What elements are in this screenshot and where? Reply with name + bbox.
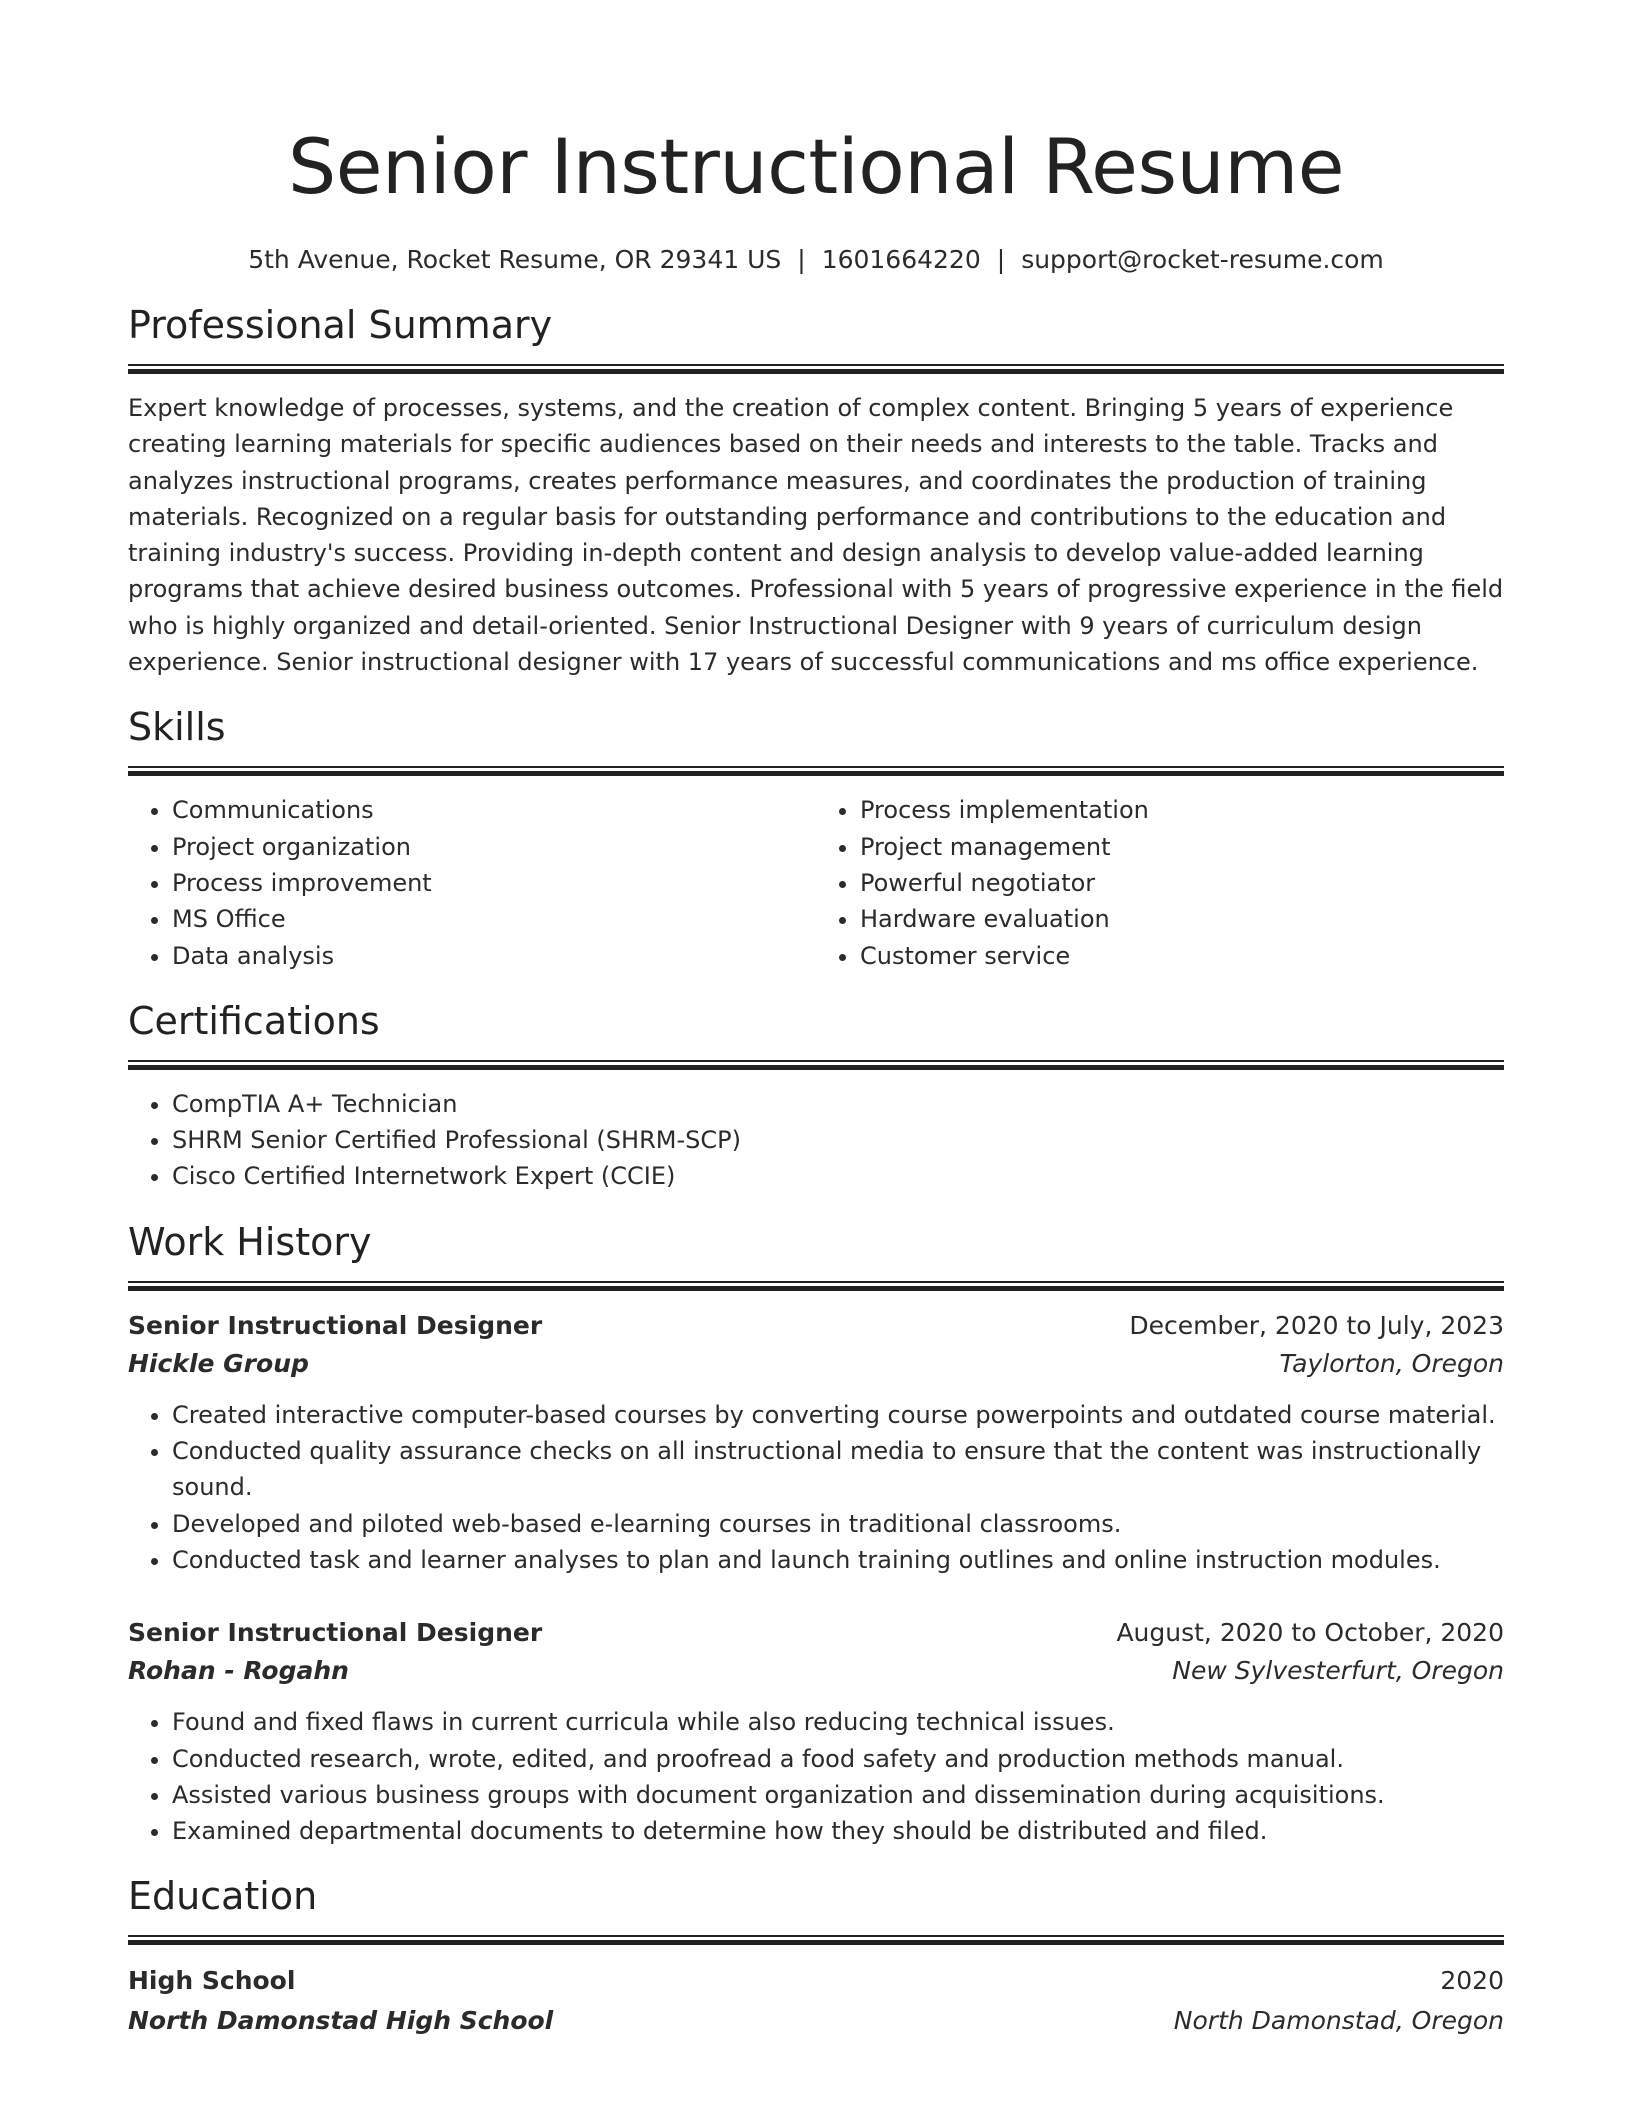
job-title: Senior Instructional Designer [128, 1618, 543, 1648]
job-company: Rohan - Rogahn [128, 1656, 349, 1686]
skills-heading: Skills [128, 705, 226, 750]
section-divider [128, 1935, 1504, 1945]
skill-item: • Process improvement [172, 865, 816, 901]
education-school: North Damonstad High School [128, 2006, 554, 2036]
job-bullet: • Assisted various business groups with document organization and dissemination during acquisitions. [172, 1777, 1504, 1813]
contact-email: support@rocket-resume.com [1021, 245, 1384, 274]
contact-address: 5th Avenue, Rocket Resume, OR 29341 US [248, 245, 782, 274]
job-bullet: • Created interactive computer-based courses by converting course powerpoints and outdated course material. [172, 1397, 1504, 1433]
section-divider [128, 766, 1504, 776]
job-entry [128, 1614, 1504, 1849]
summary-text: Expert knowledge of processes, systems, and the creation of complex content. Bringing 5 years of experience creating learning materials for specific audiences based on their needs and interests to the table. Tracks and analyzes instructional programs, creates performance measures, and coordinates the production of training materials. Recognized on a regular basis for outstanding performance and contributions to the education and training industry's success. Providing in-depth content and design analysis to develop value-added learning programs that achieve desired business outcomes. Professional with 5 years of progressive experience in the field who is highly organized and detail-oriented. Senior Instructional Designer with 9 years of curriculum design experience. Senior instructional designer with 17 years of successful communications and ms office experience. [128, 394, 1504, 677]
job-header-row [128, 1614, 1504, 1652]
certifications-section [128, 996, 1504, 1195]
section-divider [128, 1060, 1504, 1070]
certifications-heading: Certifications [128, 998, 380, 1043]
skill-item: • Communications [172, 792, 816, 828]
skill-item: • Project management [860, 829, 1504, 865]
education-section [128, 1871, 1504, 2041]
job-dates: August, 2020 to October, 2020 [1116, 1618, 1504, 1648]
summary-heading: Professional Summary [128, 303, 553, 347]
certifications-list [128, 1086, 1504, 1195]
certification-item: • Cisco Certified Internetwork Expert (CCIE) [172, 1158, 1504, 1194]
education-location: North Damonstad, Oregon [1173, 2006, 1504, 2036]
skill-item: • Powerful negotiator [860, 865, 1504, 901]
job-company-row [128, 1345, 1504, 1383]
resume-name: Senior Instructional Resume [288, 122, 1344, 211]
job-title: Senior Instructional Designer [128, 1310, 543, 1340]
skill-item: • MS Office [172, 901, 816, 937]
job-bullets [128, 1397, 1504, 1578]
job-bullet: • Conducted quality assurance checks on all instructional media to ensure that the content was instructionally sound. [172, 1433, 1504, 1506]
job-header-row [128, 1307, 1504, 1345]
work-history-heading: Work History [128, 1219, 372, 1264]
education-degree: High School [128, 1966, 296, 1996]
job-bullets [128, 1704, 1504, 1849]
certification-item: • CompTIA A+ Technician [172, 1086, 1504, 1122]
skills-list-left [128, 792, 816, 973]
skill-item: • Project organization [172, 829, 816, 865]
job-location: New Sylvesterfurt, Oregon [1172, 1656, 1504, 1686]
job-bullet: • Examined departmental documents to determine how they should be distributed and filed. [172, 1813, 1504, 1849]
skill-item: • Data analysis [172, 938, 816, 974]
skill-item: • Customer service [860, 938, 1504, 974]
contact-line [128, 242, 1504, 278]
section-divider [128, 364, 1504, 374]
job-company: Hickle Group [128, 1348, 309, 1378]
job-bullet: • Found and fixed flaws in current curricula while also reducing technical issues. [172, 1704, 1504, 1740]
skills-list-right [816, 792, 1504, 973]
job-bullet: • Conducted research, wrote, edited, and proofread a food safety and production methods manual. [172, 1741, 1504, 1777]
contact-separator: | [996, 245, 1006, 274]
job-location: Taylorton, Oregon [1279, 1348, 1504, 1378]
section-divider [128, 1281, 1504, 1291]
contact-separator: | [797, 245, 806, 274]
skills-grid [128, 792, 1504, 973]
certification-item: • SHRM Senior Certified Professional (SHRM-SCP) [172, 1122, 1504, 1158]
job-entry [128, 1307, 1504, 1578]
education-heading: Education [128, 1874, 318, 1919]
education-school-row [128, 2001, 1504, 2041]
job-company-row [128, 1652, 1504, 1690]
job-dates: December, 2020 to July, 2023 [1129, 1310, 1504, 1340]
skill-item: • Hardware evaluation [860, 901, 1504, 937]
skill-item: • Process implementation [860, 792, 1504, 828]
contact-phone: 1601664220 [821, 245, 981, 274]
job-bullet: • Conducted task and learner analyses to plan and launch training outlines and online instruction modules. [172, 1542, 1504, 1578]
education-year: 2020 [1440, 1966, 1504, 1996]
skills-section [128, 702, 1504, 973]
summary-section [128, 300, 1504, 680]
education-degree-row [128, 1961, 1504, 2001]
work-history-section [128, 1217, 1504, 1850]
job-bullet: • Developed and piloted web-based e-learning courses in traditional classrooms. [172, 1506, 1504, 1542]
